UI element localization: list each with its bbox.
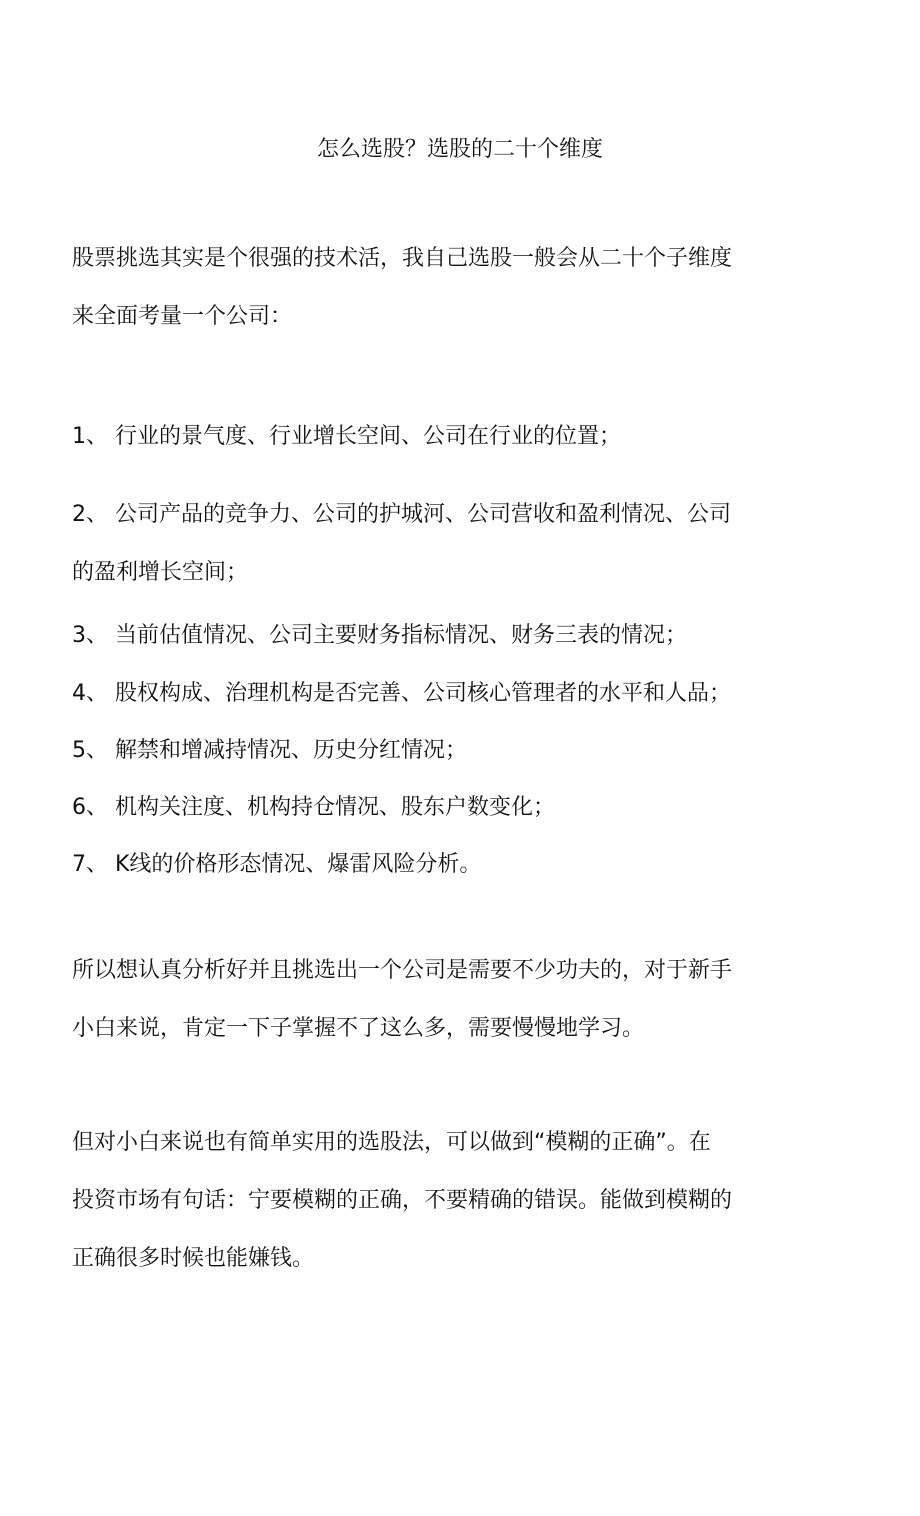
list-item-text: 7、 K线的价格形态情况、爆雷风险分析。 [72, 852, 482, 877]
list-item-continuation: 的盈利增长空间； [72, 560, 249, 585]
intro-paragraph [72, 230, 802, 346]
list-item-text: 6、 机构关注度、机构持仓情况、股东户数变化； [72, 795, 555, 820]
list-item-2 [72, 499, 802, 589]
list-item-text: 3、 当前估值情况、公司主要财务指标情况、财务三表的情况； [72, 623, 687, 648]
list-item-6 [72, 792, 802, 824]
method-line-3: 正确很多时候也能嫌钱。 [72, 1246, 315, 1271]
method-line-1: 但对小白来说也有简单实用的选股法，可以做到“模糊的正确”。在 [72, 1130, 711, 1155]
list-item-text: 1、 行业的景气度、行业增长空间、公司在行业的位置； [72, 424, 621, 449]
list-item-1 [72, 421, 802, 453]
list-item-3 [72, 620, 802, 652]
method-line-2: 投资市场有句话：宁要模糊的正确，不要精确的错误。能做到模糊的 [72, 1188, 733, 1213]
intro-line-2: 来全面考量一个公司： [72, 304, 293, 329]
intro-line-1: 股票挑选其实是个很强的技术活，我自己选股一般会从二十个子维度 [72, 246, 733, 271]
list-item-4 [72, 678, 802, 710]
list-item-5 [72, 735, 802, 767]
list-item-text: 4、 股权构成、治理机构是否完善、公司核心管理者的水平和人品； [72, 681, 731, 706]
list-item-text: 2、 公司产品的竞争力、公司的护城河、公司营收和盈利情况、公司 [72, 502, 731, 527]
analysis-line-1: 所以想认真分析好并且挑选出一个公司是需要不少功夫的，对于新手 [72, 958, 733, 983]
list-item-7 [72, 849, 802, 881]
analysis-line-2: 小白来说，肯定一下子掌握不了这么多，需要慢慢地学习。 [72, 1016, 645, 1041]
analysis-paragraph [72, 942, 802, 1058]
document-title: 怎么选股？选股的二十个维度 [316, 137, 603, 162]
method-paragraph [72, 1114, 802, 1288]
list-item-text: 5、 解禁和增减持情况、历史分红情况； [72, 738, 467, 763]
